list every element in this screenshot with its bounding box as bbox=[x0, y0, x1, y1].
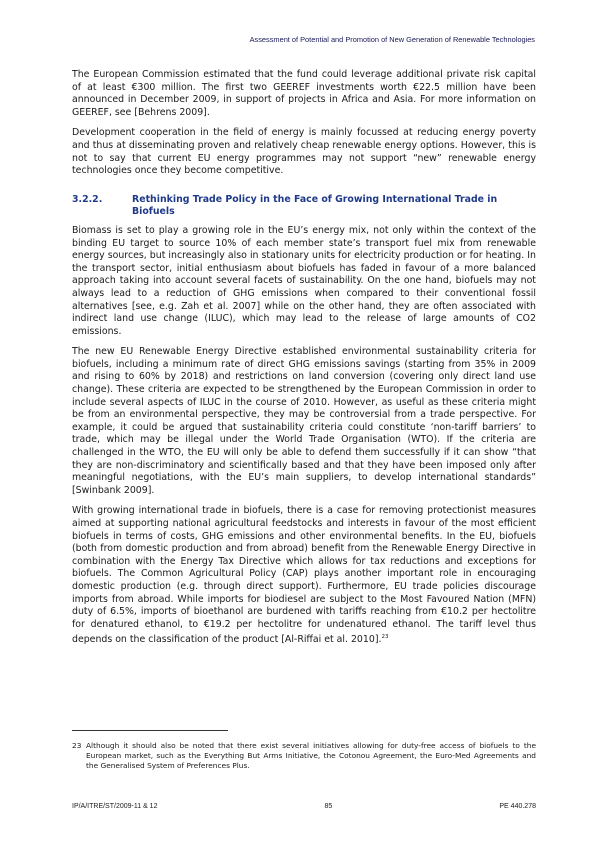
main-content bbox=[72, 69, 536, 655]
section-number: 3.2.2. bbox=[72, 193, 103, 205]
footnote-mark: 23 bbox=[72, 741, 82, 750]
paragraph-development-cooperation: Development cooperation in the field of energy is mainly focussed at reducing energy poverty and thus at disseminating proven and relatively cheap renewable energy options. However, this is not to say that current EU energy programmes may not support “new” renewable energy technologies once they become competitive. bbox=[72, 127, 536, 177]
section-title: Rethinking Trade Policy in the Face of Growing International Trade in Biofuels bbox=[132, 193, 498, 218]
paragraph-international-trade-text: With growing international trade in biofuels, there is a case for removing protectionist measures aimed at supporting national agricultural feedstocks and interests in favour of the most efficient biofuels in terms of costs, GHG emissions and other environmental benefits. In the EU, biofuels (both from domestic production and from abroad) benefit from the Renewable Energy Directive in combination with the Energy Tax Directive which allows for tax reductions and exceptions for biofuels. The Common Agricultural Policy (CAP) plays another important role in encouraging domestic production (e.g. through direct support). Furthermore, EU trade policies discourage imports from abroad. While imports for biodiesel are subject to the Most Favoured Nation (MFN) duty of 6.5%, imports of bioethanol are burdened with tariffs reaching from €10.2 per hectolitre for denatured ethanol, to €19.2 per hectolitre for undenatured ethanol. The tariff level thus depends on the classification of the product [Al-Riffai et al. 2010]. bbox=[72, 505, 536, 646]
paragraph-biomass: Biomass is set to play a growing role in the EU’s energy mix, not only within the context of the binding EU target to source 10% of each member state’s transport fuel mix from renewable energy sources, but increasingly also in stationary units for electricity production or for heating. In the transport sector, initial enthusiasm about biofuels has faded in favour of a more balanced approach taking into account several facets of sustainability. On the one hand, biofuels may not always lead to a reduction of GHG emissions when compared to their conventional fossil alternatives [see, e.g. Zah et al. 2007] while on the other hand, they are often associated with indirect land use change (ILUC), which may lead to the release of large amounts of CO2 emissions. bbox=[72, 224, 536, 337]
page-number: 85 bbox=[324, 803, 333, 810]
footnote bbox=[72, 741, 536, 771]
running-header: Assessment of Potential and Promotion of New Generation of Renewable Technologies bbox=[249, 35, 535, 44]
paragraph-geeref: The European Commission estimated that the fund could leverage additional private risk capital of at least €300 million. The first two GEEREF investments worth €22.5 million have been announced in December 2009, in support of projects in Africa and Asia. For more information on GEEREF, see [Behrens 2009]. bbox=[72, 69, 536, 118]
footnote-divider bbox=[72, 730, 228, 731]
footer-doc-id: IP/A/ITRE/ST/2009-11 & 12 bbox=[72, 803, 158, 810]
footer-pe-number: PE 440.278 bbox=[499, 803, 536, 810]
page-footer bbox=[72, 803, 536, 810]
footnote-reference[interactable]: 23 bbox=[381, 634, 389, 641]
footnote-text: Although it should also be noted that there exist several initiatives allowing for duty-free access of biofuels to the European market, such as the Everything But Arms Initiative, the Cotonou Agreement, the Euro-Med Agreements and the Generalised System of Preferences Plus. bbox=[86, 741, 536, 770]
paragraph-renewable-directive: The new EU Renewable Energy Directive established environmental sustainability criteria for biofuels, including a minimum rate of direct GHG emissions savings (starting from 35% in 2009 and rising to 60% by 2018) and restrictions on land conversion (covering only direct land use change). These criteria are expected to be strengthened by the European Commission in order to include several aspects of ILUC in the course of 2010. However, as useful as these criteria might be from an environmental perspective, they may be controversial from a trade perspective. For example, it could be argued that sustainability criteria could constitute ‘non-tariff barriers’ to trade, which may be illegal under the World Trade Organisation (WTO). If the criteria are challenged in the WTO, the EU will only be able to defend them successfully if it can show “that they are non-discriminatory and scientifically based and that they have been imposed only after meaningful negotiations, with the EU’s main suppliers, to develop international standards” [Swinbank 2009]. bbox=[72, 346, 536, 496]
paragraph-international-trade bbox=[72, 505, 536, 647]
section-heading bbox=[72, 194, 536, 219]
